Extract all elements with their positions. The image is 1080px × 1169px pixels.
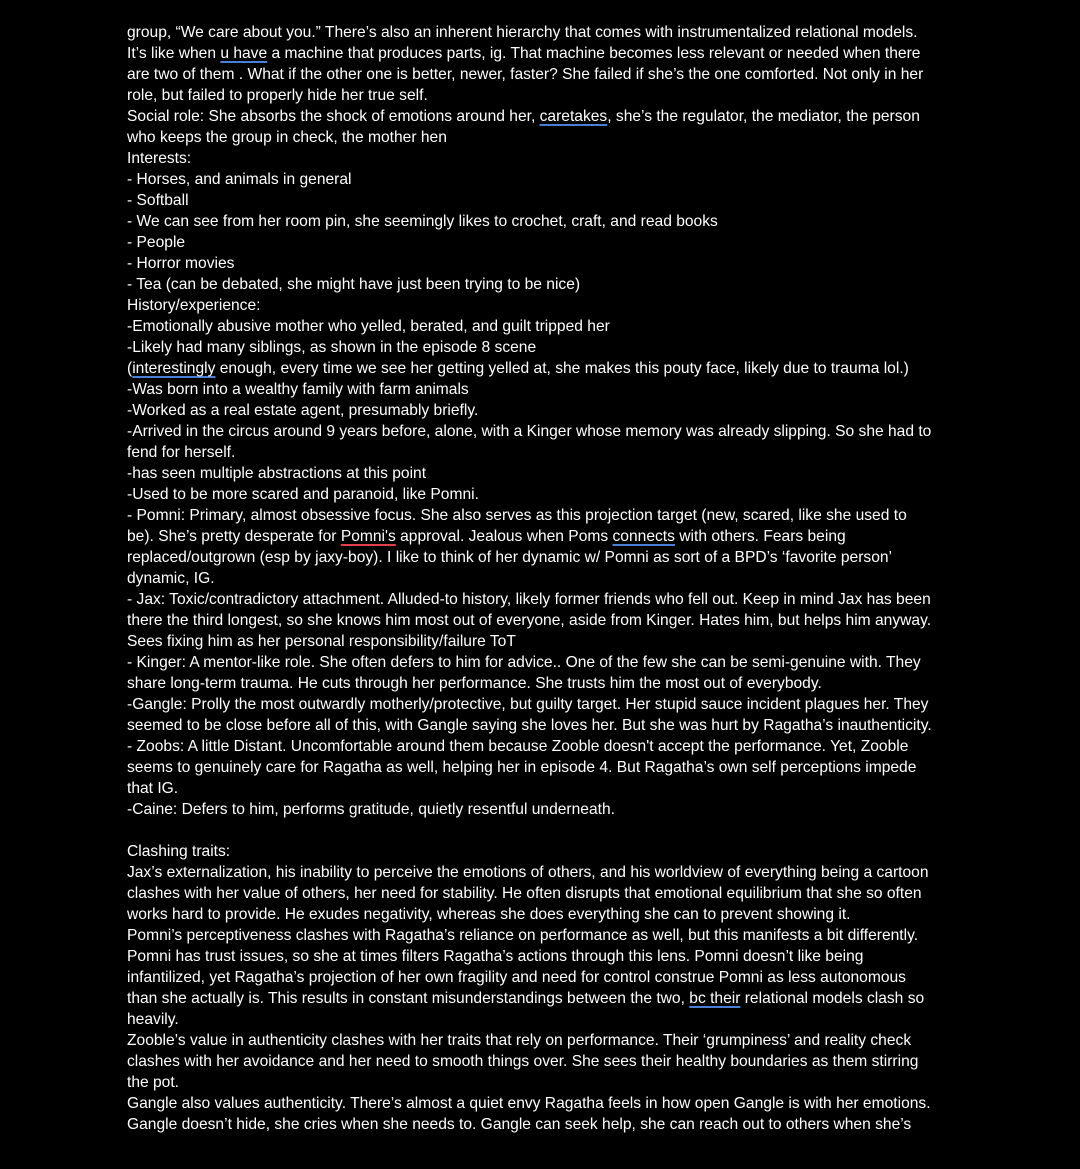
grammar-suggestion-word[interactable]: caretakes	[539, 108, 608, 125]
text-segment: the pot.	[127, 1074, 180, 1091]
text-segment: - Jax: Toxic/contradictory attachment. Alluded-to history, likely former friends who fell out. Keep in mind Jax has been	[127, 591, 931, 608]
text-segment: -has seen multiple abstractions at this point	[127, 465, 427, 482]
text-segment: enough, every time we see her getting yelled at, she makes this pouty face, likely due to trauma lol.)	[215, 360, 909, 377]
text-line	[127, 1114, 957, 1135]
text-line	[127, 1030, 957, 1051]
text-line	[127, 1009, 957, 1030]
text-segment: that IG.	[127, 780, 179, 797]
text-line	[127, 85, 957, 106]
text-line	[127, 484, 957, 505]
text-segment: - Zoobs: A little Distant. Uncomfortable around them because Zooble doesn't accept the performance. Yet, Zooble	[127, 738, 909, 755]
text-segment: replaced/outgrown (esp by jaxy-boy). I like to think of her dynamic w/ Pomni as sort of a BPD’s ‘favorite person’	[127, 549, 893, 566]
text-segment: - Tea (can be debated, she might have just been trying to be nice)	[127, 276, 581, 293]
text-line	[127, 1093, 957, 1114]
text-segment: Zooble’s value in authenticity clashes with her traits that rely on performance. Their ‘grumpiness’ and reality check	[127, 1032, 912, 1049]
text-segment: -Likely had many siblings, as shown in the episode 8 scene	[127, 339, 537, 356]
text-line	[127, 295, 957, 316]
text-line	[127, 43, 957, 64]
text-line	[127, 442, 957, 463]
text-line	[127, 652, 957, 673]
text-line	[127, 694, 957, 715]
text-segment: dynamic, IG.	[127, 570, 215, 587]
text-line	[127, 316, 957, 337]
text-segment: be). She’s pretty desperate for	[127, 528, 341, 545]
text-line	[127, 190, 957, 211]
text-line	[127, 799, 957, 820]
text-segment: Pomni’s perceptiveness clashes with Ragatha’s reliance on performance as well, but this manifests a bit differently.	[127, 927, 919, 944]
spelling-error-word[interactable]: Pomni's	[340, 528, 396, 545]
text-line	[127, 22, 957, 43]
text-line	[127, 211, 957, 232]
text-segment: - Kinger: A mentor-like role. She often defers to him for advice.. One of the few she can be semi-genuine with. They	[127, 654, 921, 671]
text-line	[127, 463, 957, 484]
text-line	[127, 421, 957, 442]
text-segment: approval. Jealous when Poms	[395, 528, 613, 545]
text-segment: -Emotionally abusive mother who yelled, berated, and guilt tripped her	[127, 318, 610, 335]
text-line	[127, 946, 957, 967]
text-segment: It’s like when	[127, 45, 221, 62]
text-line	[127, 232, 957, 253]
text-segment: Clashing traits:	[127, 843, 231, 860]
text-segment: infantilized, yet Ragatha’s projection of her own fragility and need for control construe Pomni as less autonomous	[127, 969, 906, 986]
document-body	[127, 22, 957, 1135]
text-line	[127, 589, 957, 610]
text-segment: (	[127, 360, 133, 377]
text-line	[127, 673, 957, 694]
text-segment: fend for herself.	[127, 444, 236, 461]
text-segment: -Arrived in the circus around 9 years before, alone, with a Kinger whose memory was already slipping. So she had to	[127, 423, 932, 440]
text-line	[127, 610, 957, 631]
text-segment: with others. Fears being	[674, 528, 846, 545]
text-segment: seems to genuinely care for Ragatha as well, helping her in episode 4. But Ragatha’s own self perceptions impede	[127, 759, 917, 776]
text-line	[127, 778, 957, 799]
text-line	[127, 274, 957, 295]
text-segment: heavily.	[127, 1011, 179, 1028]
grammar-suggestion-word[interactable]: bc their	[689, 990, 741, 1007]
text-segment: relational models clash so	[740, 990, 925, 1007]
text-line	[127, 526, 957, 547]
text-segment: -Gangle: Prolly the most outwardly motherly/protective, but guilty target. Her stupid sauce incident plagues her. They	[127, 696, 929, 713]
text-line	[127, 862, 957, 883]
text-segment: works hard to provide. He exudes negativity, whereas she does everything she can to prevent showing it.	[127, 906, 851, 923]
text-segment: - Horses, and animals in general	[127, 171, 352, 188]
text-line	[127, 1051, 957, 1072]
text-line	[127, 568, 957, 589]
text-segment: - We can see from her room pin, she seemingly likes to crochet, craft, and read books	[127, 213, 718, 230]
text-line	[127, 757, 957, 778]
text-segment: a machine that produces parts, ig. That machine becomes less relevant or needed when there	[267, 45, 921, 62]
text-line	[127, 988, 957, 1009]
text-line	[127, 967, 957, 988]
grammar-suggestion-word[interactable]: u have	[220, 45, 268, 62]
grammar-suggestion-word[interactable]: interestingly	[132, 360, 216, 377]
text-segment: Pomni has trust issues, so she at times filters Ragatha’s actions through this lens. Pomni doesn’t like being	[127, 948, 864, 965]
text-segment: than she actually is. This results in constant misunderstandings between the two,	[127, 990, 690, 1007]
grammar-suggestion-word[interactable]: connects	[612, 528, 675, 545]
text-segment: - Horror movies	[127, 255, 235, 272]
text-segment: -Caine: Defers to him, performs gratitude, quietly resentful underneath.	[127, 801, 615, 818]
text-segment: Sees fixing him as her personal responsibility/failure ToT	[127, 633, 516, 650]
text-segment: Jax’s externalization, his inability to perceive the emotions of others, and his worldview of everything being a cartoon	[127, 864, 929, 881]
text-segment: -Was born into a wealthy family with farm animals	[127, 381, 469, 398]
text-segment: - Softball	[127, 192, 189, 209]
text-line	[127, 400, 957, 421]
text-segment: role, but failed to properly hide her true self.	[127, 87, 428, 104]
text-segment: , she’s the regulator, the mediator, the person	[607, 108, 920, 125]
text-segment: History/experience:	[127, 297, 261, 314]
text-line	[127, 106, 957, 127]
text-segment: Social role: She absorbs the shock of emotions around her,	[127, 108, 540, 125]
text-segment: -Used to be more scared and paranoid, like Pomni.	[127, 486, 479, 503]
text-line	[127, 379, 957, 400]
text-line	[127, 547, 957, 568]
text-segment: - People	[127, 234, 186, 251]
text-line	[127, 358, 957, 379]
text-line	[127, 253, 957, 274]
text-line	[127, 169, 957, 190]
text-line	[127, 841, 957, 862]
text-line	[127, 337, 957, 358]
text-segment: -Worked as a real estate agent, presumably briefly.	[127, 402, 479, 419]
blank-line	[127, 820, 957, 841]
text-segment: Interests:	[127, 150, 192, 167]
text-segment: who keeps the group in check, the mother hen	[127, 129, 447, 146]
text-line	[127, 631, 957, 652]
text-line	[127, 64, 957, 85]
text-segment: group, “We care about you.” There’s also an inherent hierarchy that comes with instrumentalized relational models.	[127, 24, 918, 41]
text-line	[127, 904, 957, 925]
text-line	[127, 505, 957, 526]
text-line	[127, 925, 957, 946]
text-segment: are two of them . What if the other one is better, newer, faster? She failed if she’s the one comforted. Not only in her	[127, 66, 924, 83]
text-segment: seemed to be close before all of this, with Gangle saying she loves her. But she was hurt by Ragatha’s inauthenticity.	[127, 717, 932, 734]
text-line	[127, 715, 957, 736]
text-line	[127, 148, 957, 169]
text-segment: Gangle also values authenticity. There’s almost a quiet envy Ragatha feels in how open Gangle is with her emotions.	[127, 1095, 931, 1112]
text-segment: there the third longest, so she knows him most out of everyone, aside from Kinger. Hates him, but helps him anyway.	[127, 612, 932, 629]
text-line	[127, 1072, 957, 1093]
text-segment: Gangle doesn’t hide, she cries when she needs to. Gangle can seek help, she can reach out to others when she’s	[127, 1116, 912, 1133]
text-segment: share long-term trauma. He cuts through her performance. She trusts him the most out of everybody.	[127, 675, 822, 692]
text-segment: clashes with her avoidance and her need to smooth things over. She sees their healthy boundaries as them stirring	[127, 1053, 919, 1070]
text-line	[127, 127, 957, 148]
text-segment: clashes with her value of others, her need for stability. He often disrupts that emotional equilibrium that she so often	[127, 885, 922, 902]
text-line	[127, 883, 957, 904]
text-segment: - Pomni: Primary, almost obsessive focus. She also serves as this projection target (new, scared, like she used to	[127, 507, 907, 524]
text-line	[127, 736, 957, 757]
